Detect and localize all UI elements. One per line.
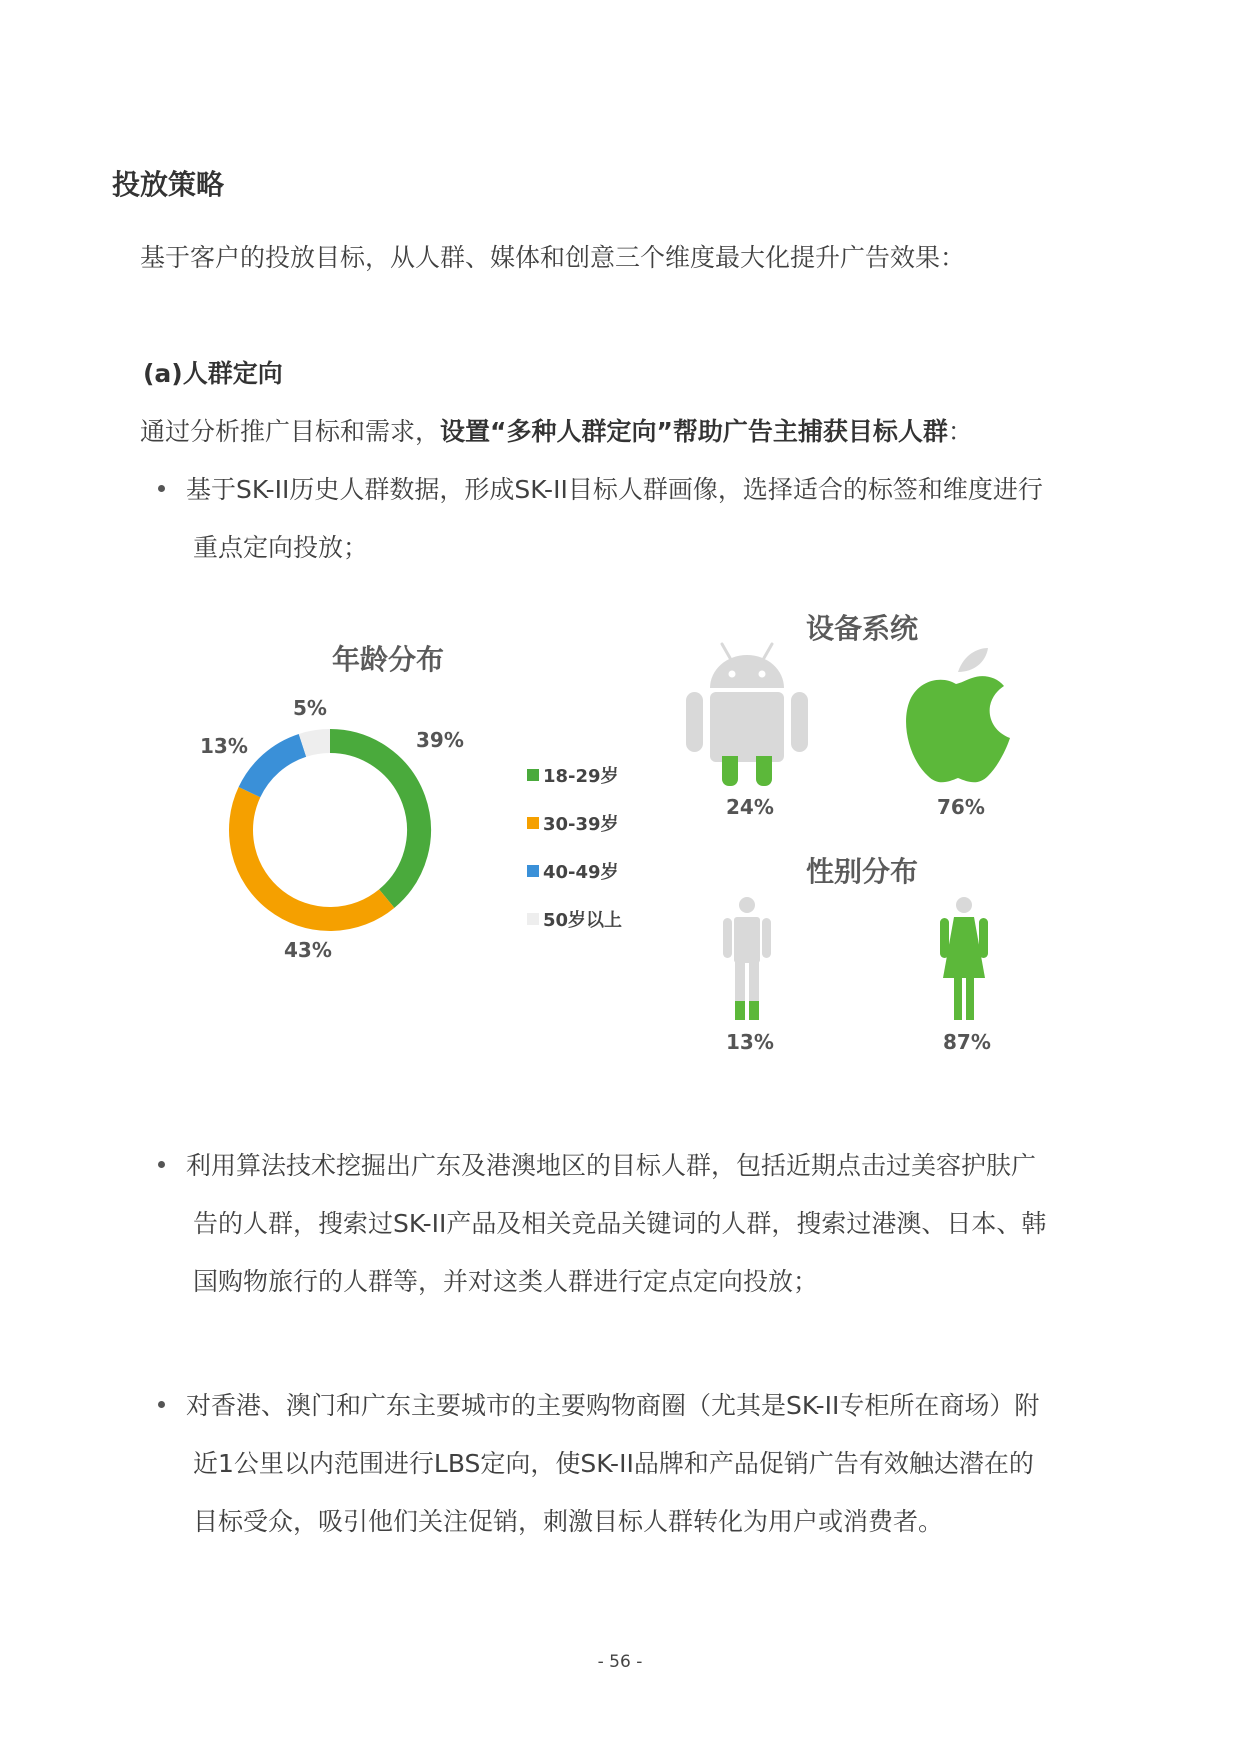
bullet3-line2: 近1公里以内范围进行LBS定向，使SK-II品牌和产品促销广告有效触达潜在的 <box>193 1449 1034 1478</box>
android-pct: 24% <box>726 795 774 819</box>
age-label-50plus: 5% <box>293 696 327 720</box>
legend-label: 18-29岁 <box>543 766 619 787</box>
donut-slice-0 <box>330 741 419 899</box>
section-a-lead <box>140 412 973 448</box>
bullet-dot <box>158 1401 165 1408</box>
legend-item-18-29 <box>527 762 622 788</box>
bullet2-line2: 告的人群，搜索过SK-II产品及相关竞品关键词的人群，搜索过港澳、日本、韩 <box>193 1209 1047 1238</box>
female-icon <box>937 896 991 1022</box>
age-label-18-29: 39% <box>416 728 464 752</box>
apple-icon <box>898 642 1018 792</box>
age-legend <box>527 762 622 932</box>
ios-pct: 76% <box>937 795 985 819</box>
legend-swatch <box>527 865 539 877</box>
bullet2-line1: 利用算法技术挖掘出广东及港澳地区的目标人群，包括近期点击过美容护肤广 <box>186 1151 1037 1180</box>
section-a-title: (a)人群定向 <box>143 359 283 388</box>
donut-slice-1 <box>241 792 387 919</box>
legend-label: 50岁以上 <box>543 910 623 931</box>
donut-slice-2 <box>249 745 302 792</box>
page-number: - 56 - <box>597 1652 643 1672</box>
bullet-dot <box>158 1161 165 1168</box>
lead-bold-text: 设置“多种人群定向”帮助广告主捕获目标人群 <box>440 417 948 446</box>
male-icon <box>720 896 774 1022</box>
legend-swatch <box>527 817 539 829</box>
legend-label: 40-49岁 <box>543 862 619 883</box>
legend-swatch <box>527 769 539 781</box>
legend-item-40-49 <box>527 858 622 884</box>
bullet2-line3: 国购物旅行的人群等，并对这类人群进行定点定向投放； <box>193 1267 819 1296</box>
bullet3-line1: 对香港、澳门和广东主要城市的主要购物商圈（尤其是SK-II专柜所在商场）附 <box>186 1391 1040 1420</box>
bullet-dot <box>158 485 165 492</box>
male-pct: 13% <box>726 1030 774 1054</box>
legend-item-30-39 <box>527 810 622 836</box>
legend-label: 30-39岁 <box>543 814 619 835</box>
age-chart-title: 年龄分布 <box>332 643 445 676</box>
donut-slice-3 <box>302 741 330 745</box>
gender-chart-title: 性别分布 <box>806 855 919 888</box>
legend-item-50plus <box>527 906 622 932</box>
female-pct: 87% <box>943 1030 991 1054</box>
lead-text-2: ： <box>947 417 973 446</box>
page-heading: 投放策略 <box>112 168 225 201</box>
bullet3-line3: 目标受众，吸引他们关注促销，刺激目标人群转化为用户或消费者。 <box>193 1507 944 1536</box>
legend-swatch <box>527 913 539 925</box>
device-chart-title: 设备系统 <box>806 612 919 645</box>
android-icon <box>682 640 812 790</box>
lead-text-1: 通过分析推广目标和需求， <box>140 417 441 446</box>
bullet1-line2: 重点定向投放； <box>193 533 369 562</box>
intro-paragraph: 基于客户的投放目标，从人群、媒体和创意三个维度最大化提升广告效果： <box>140 243 966 272</box>
age-label-30-39: 43% <box>284 938 332 962</box>
bullet1-line1: 基于SK-II历史人群数据，形成SK-II目标人群画像，选择适合的标签和维度进行 <box>186 475 1043 504</box>
age-label-40-49: 13% <box>200 734 248 758</box>
